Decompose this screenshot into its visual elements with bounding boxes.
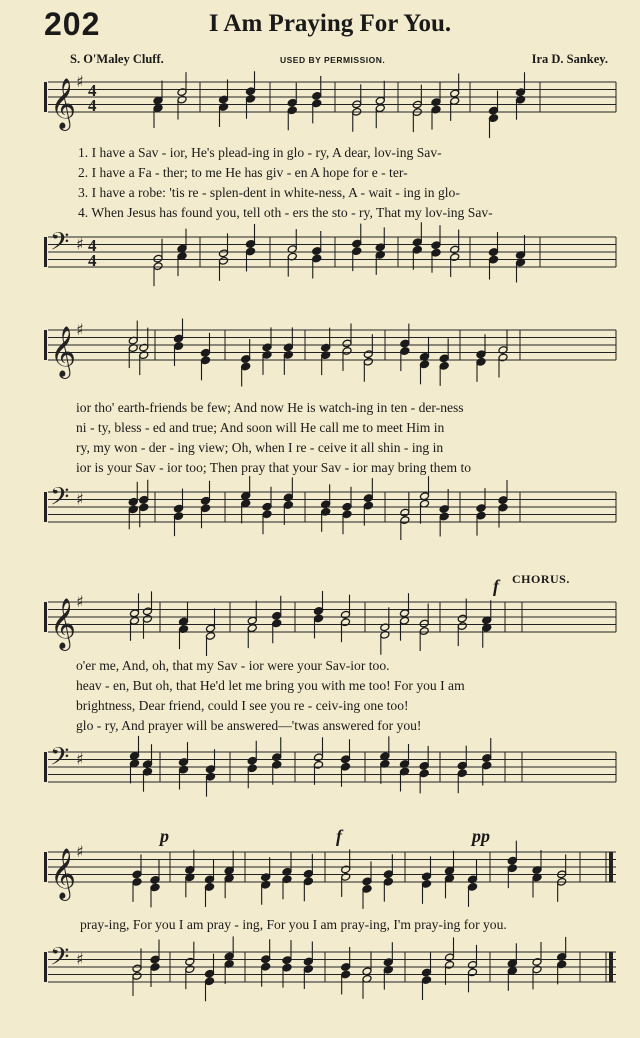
chord-note — [173, 319, 183, 367]
chord-note — [400, 324, 410, 372]
key-signature-sharp-icon: ♯ — [76, 592, 84, 611]
key-signature-sharp-icon: ♯ — [76, 842, 84, 861]
composer-credit: Ira D. Sankey. — [531, 52, 608, 66]
chord-note — [498, 480, 508, 528]
chord-note — [313, 737, 323, 785]
chord-note — [341, 947, 351, 995]
chord-note — [488, 232, 498, 279]
chord-note — [412, 85, 422, 133]
key-signature-sharp-icon: ♯ — [76, 234, 84, 254]
permission-note: USED BY PERMISSION. — [280, 55, 386, 65]
chord-note — [139, 328, 149, 376]
system-3-verse-1: o'er me, And, oh, that my Sav - ior were your Sav-ior too. — [76, 658, 390, 673]
chord-note — [200, 333, 210, 381]
system-start-bar — [44, 492, 47, 522]
chord-note — [282, 940, 292, 988]
system-start-bar — [44, 752, 47, 782]
chord-note — [287, 229, 297, 276]
chord-note — [262, 487, 272, 535]
final-barline — [609, 952, 613, 982]
chord-note — [419, 746, 429, 794]
hymn-number: 202 — [44, 6, 101, 42]
chord-note — [412, 222, 422, 270]
bass-clef-icon: 𝄢 — [50, 942, 70, 978]
chord-note — [439, 489, 449, 537]
treble-clef-icon: 𝄞 — [50, 78, 77, 129]
chord-note — [321, 484, 331, 532]
dynamic-pianissimo: pp — [472, 826, 490, 846]
system-3-verse-3: brightness, Dear friend, could I see you re - ceiv-ing one too! — [76, 698, 409, 713]
chord-note — [467, 859, 477, 907]
chord-note — [419, 604, 429, 652]
chord-note — [419, 337, 429, 385]
chord-note — [132, 854, 142, 902]
chord-note — [283, 327, 293, 375]
bass-staff-lines — [48, 234, 616, 267]
chord-note — [139, 480, 149, 527]
chord-note — [488, 91, 498, 139]
treble-staff-lines — [48, 82, 616, 112]
system-start-bar — [44, 852, 47, 882]
system-start-bar — [44, 330, 47, 360]
key-signature-sharp-icon: ♯ — [76, 949, 84, 969]
chord-note — [262, 327, 272, 375]
chord-note — [431, 225, 441, 273]
system-4-bass-staff — [0, 940, 640, 1000]
chord-note — [362, 861, 372, 909]
chord-note — [380, 736, 390, 784]
chorus-label: CHORUS. — [512, 572, 570, 586]
chord-note — [380, 607, 390, 655]
time-signature-top: 4 — [88, 236, 97, 255]
chord-note — [399, 744, 409, 792]
system-2-bass-staff — [0, 480, 640, 540]
chord-note — [173, 489, 183, 537]
chord-note — [457, 599, 467, 647]
chord-note — [557, 854, 567, 902]
system-start-bar — [44, 952, 47, 982]
chord-note — [204, 954, 214, 1002]
chord-note — [383, 942, 393, 990]
chord-note — [363, 478, 373, 526]
chord-note — [515, 235, 525, 282]
system-3-bass-staff — [0, 740, 640, 800]
chord-note — [476, 488, 486, 536]
key-signature-sharp-icon: ♯ — [76, 320, 84, 339]
chord-note — [352, 84, 362, 132]
chord-note — [482, 738, 492, 786]
chord-note — [342, 487, 352, 534]
system-1-verse-2: 2. I have a Fa - ther; to me He has giv - en A hope for e - ter- — [78, 165, 408, 180]
chord-note — [557, 937, 567, 985]
key-signature-sharp-icon: ♯ — [76, 72, 84, 91]
system-4-treble-staff — [0, 840, 640, 910]
treble-clef-icon: 𝄞 — [50, 598, 77, 649]
chord-note — [128, 321, 138, 369]
time-signature-bottom: 4 — [88, 251, 97, 270]
time-signature-top: 4 — [88, 81, 97, 100]
system-start-bar — [44, 82, 47, 112]
system-2-verse-4: ior is your Sav - ior too; Then pray that your Sav - ior may bring them to — [76, 460, 472, 475]
key-signature-sharp-icon: ♯ — [76, 749, 84, 769]
key-signature-sharp-icon: ♯ — [76, 489, 84, 509]
chord-note — [150, 940, 160, 988]
chord-note — [421, 856, 431, 904]
bass-clef-icon: 𝄢 — [50, 482, 70, 518]
chord-note — [205, 749, 215, 797]
author-credit: S. O'Maley Cluff. — [70, 52, 164, 66]
final-barline — [609, 852, 613, 882]
chord-note — [200, 481, 210, 529]
chord-note — [321, 328, 331, 376]
chorus-dynamic-forte: f — [493, 576, 499, 596]
chord-note — [272, 596, 282, 644]
chord-note — [362, 951, 372, 999]
chord-note — [241, 339, 251, 387]
chord-note — [185, 850, 195, 898]
chord-note — [313, 591, 323, 639]
chord-note — [218, 79, 228, 127]
chord-note — [476, 334, 486, 382]
chord-note — [142, 744, 152, 792]
chord-note — [178, 602, 188, 650]
system-2-verse-1: ior tho' earth-friends be few; And now He is watch-ing in ten - der-ness — [76, 400, 464, 415]
system-4-lyric: pray-ing, For you I am pray - ing, For you I am pray-ing, I'm pray-ing for you. — [80, 917, 507, 932]
chord-note — [303, 854, 313, 902]
chord-note — [515, 72, 525, 120]
hymn-title: I Am Praying For You. — [208, 10, 452, 37]
chord-note — [261, 939, 271, 987]
chord-note — [457, 746, 467, 794]
chord-note — [532, 850, 542, 898]
system-1-bass-staff — [0, 225, 640, 285]
system-1-verse-1: 1. I have a Sav - ior, He's plead-ing in glo - ry, A dear, lov-ing Sav- — [78, 145, 442, 160]
system-2-verse-2: ni - ty, bless - ed and true; And soon will He call me to meet Him in — [76, 420, 445, 435]
dynamic-piano: p — [160, 826, 169, 846]
system-1-verse-4: 4. When Jesus has found you, tell oth - ers the sto - ry, That my lov-ing Sav- — [78, 205, 493, 220]
dynamic-forte: f — [336, 826, 342, 846]
bass-clef-icon: 𝄢 — [50, 742, 70, 778]
system-1-treble-staff — [0, 70, 640, 140]
chord-note — [272, 737, 282, 785]
treble-clef-icon: 𝄞 — [50, 326, 77, 377]
chord-note — [340, 739, 350, 787]
chord-note — [224, 936, 234, 984]
system-3-verse-4: glo - ry, And prayer will be answered—'twas answered for you! — [76, 718, 422, 733]
treble-staff-lines — [48, 852, 616, 882]
chord-note — [444, 937, 454, 985]
chord-note — [245, 224, 255, 272]
chord-note — [261, 857, 271, 905]
system-3-treble-staff — [0, 590, 640, 660]
system-2-verse-3: ry, my won - der - ing view; Oh, when I re - ceive it all shin - ing in — [76, 440, 444, 455]
chord-note — [153, 239, 163, 287]
chord-note — [363, 334, 373, 382]
chord-note — [342, 323, 352, 371]
system-start-bar — [44, 602, 47, 632]
chord-note — [383, 854, 393, 902]
chord-note — [247, 741, 257, 789]
chord-note — [341, 849, 351, 897]
chord-note — [507, 841, 517, 889]
system-start-bar — [44, 237, 47, 267]
chord-note — [218, 233, 228, 280]
treble-clef-icon: 𝄞 — [50, 848, 77, 899]
system-2-treble-staff — [0, 318, 640, 388]
bass-clef-icon: 𝄢 — [50, 227, 70, 263]
chord-note — [352, 224, 362, 272]
chord-note — [282, 852, 292, 900]
chord-note — [283, 477, 293, 525]
system-1-verse-3: 3. I have a robe: 'tis re - splen-dent in white-ness, A - wait - ing in glo- — [78, 185, 460, 200]
chord-note — [312, 76, 322, 124]
chord-note — [312, 231, 322, 279]
time-signature-bottom: 4 — [88, 96, 97, 115]
chord-note — [375, 227, 385, 275]
system-3-verse-2: heav - en, But oh, that He'd let me bring you with me too! For you I am — [76, 678, 465, 693]
chord-note — [132, 948, 142, 996]
